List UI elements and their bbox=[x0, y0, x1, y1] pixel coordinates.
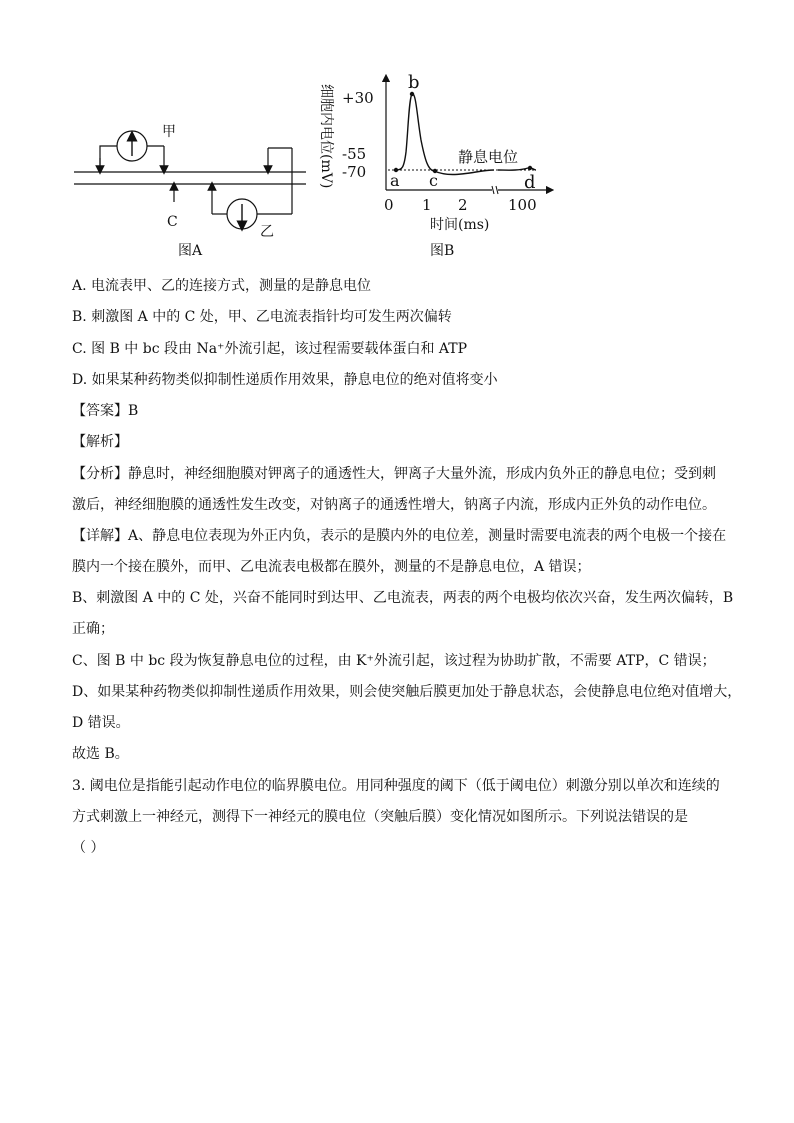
question-3-line-3: （ ） bbox=[72, 840, 105, 856]
figure-a-caption: 图A bbox=[178, 243, 203, 259]
detail-line-5: C、图 B 中 bc 段为恢复静息电位的过程，由 K⁺外流引起，该过程为协助扩散，不需要 ATP，C 错误； bbox=[72, 653, 716, 669]
figure-b bbox=[318, 72, 563, 262]
y-tick-plus30: +30 bbox=[342, 89, 374, 107]
option-a: A. 电流表甲、乙的连接方式，测量的是静息电位 bbox=[72, 278, 372, 294]
detail-line-4: 正确； bbox=[72, 621, 114, 637]
resting-potential-label: 静息电位 bbox=[458, 148, 519, 166]
x-tick-100: 100 bbox=[508, 196, 537, 214]
label-c: C bbox=[167, 214, 178, 230]
point-label-b: b bbox=[408, 72, 420, 93]
y-tick-minus55: -55 bbox=[342, 145, 367, 163]
choose-line: 故选 B。 bbox=[72, 746, 129, 762]
x-tick-2: 2 bbox=[458, 196, 468, 214]
y-axis-label: 细胞内电位(mV) bbox=[318, 84, 334, 189]
option-d: D. 如果某种药物类似抑制性递质作用效果，静息电位的绝对值将变小 bbox=[72, 372, 498, 388]
figure-b-caption: 图B bbox=[430, 243, 455, 259]
point-label-a: a bbox=[390, 171, 400, 190]
detail-line-2: 膜内一个接在膜外，而甲、乙电流表电极都在膜外，测量的不是静息电位，A 错误； bbox=[72, 559, 591, 575]
question-3-line-1: 3. 阈电位是指能引起动作电位的临界膜电位。用同种强度的阈下（低于阈电位）刺激分别以单次和连续的 bbox=[72, 778, 720, 794]
x-tick-1: 1 bbox=[422, 196, 432, 214]
answer-line: 【答案】B bbox=[72, 403, 139, 419]
analysis-line-2: 激后，神经细胞膜的通透性发生改变，对钠离子的通透性增大，钠离子内流，形成内正外负的动作电位。 bbox=[72, 497, 716, 513]
analysis-heading: 【解析】 bbox=[72, 434, 128, 450]
detail-line-7: D 错误。 bbox=[72, 715, 130, 731]
point-label-d: d bbox=[524, 172, 536, 193]
question-3-line-2: 方式刺激上一神经元，测得下一神经元的膜电位（突触后膜）变化情况如图所示。下列说法错误的是 bbox=[72, 809, 688, 825]
x-axis-label: 时间(ms) bbox=[430, 217, 490, 233]
label-jia: 甲 bbox=[162, 124, 176, 140]
point-label-c: c bbox=[429, 171, 438, 190]
analysis-line-1: 【分析】静息时，神经细胞膜对钾离子的通透性大，钾离子大量外流，形成内负外正的静息电位；受到刺 bbox=[72, 466, 716, 482]
detail-line-3: B、刺激图 A 中的 C 处，兴奋不能同时到达甲、乙电流表，两表的两个电极均依次兴奋，发生两次偏转，B bbox=[72, 590, 734, 606]
option-c: C. 图 B 中 bc 段由 Na⁺外流引起，该过程需要载体蛋白和 ATP bbox=[72, 341, 467, 357]
detail-line-1: 【详解】A、静息电位表现为外正内负，表示的是膜内外的电位差，测量时需要电流表的两个电极一个接在 bbox=[72, 528, 727, 544]
option-b: B. 刺激图 A 中的 C 处，甲、乙电流表指针均可发生两次偏转 bbox=[72, 309, 452, 325]
figure-a bbox=[70, 118, 315, 263]
detail-line-6: D、如果某种药物类似抑制性递质作用效果，则会使突触后膜更加处于静息状态，会使静息电位绝对值增大， bbox=[72, 684, 742, 700]
ammeter-yi-icon bbox=[227, 199, 257, 229]
x-tick-0: 0 bbox=[384, 196, 394, 214]
y-tick-minus70: -70 bbox=[342, 163, 367, 181]
ammeter-jia-icon bbox=[117, 131, 147, 161]
label-yi: 乙 bbox=[260, 224, 274, 240]
